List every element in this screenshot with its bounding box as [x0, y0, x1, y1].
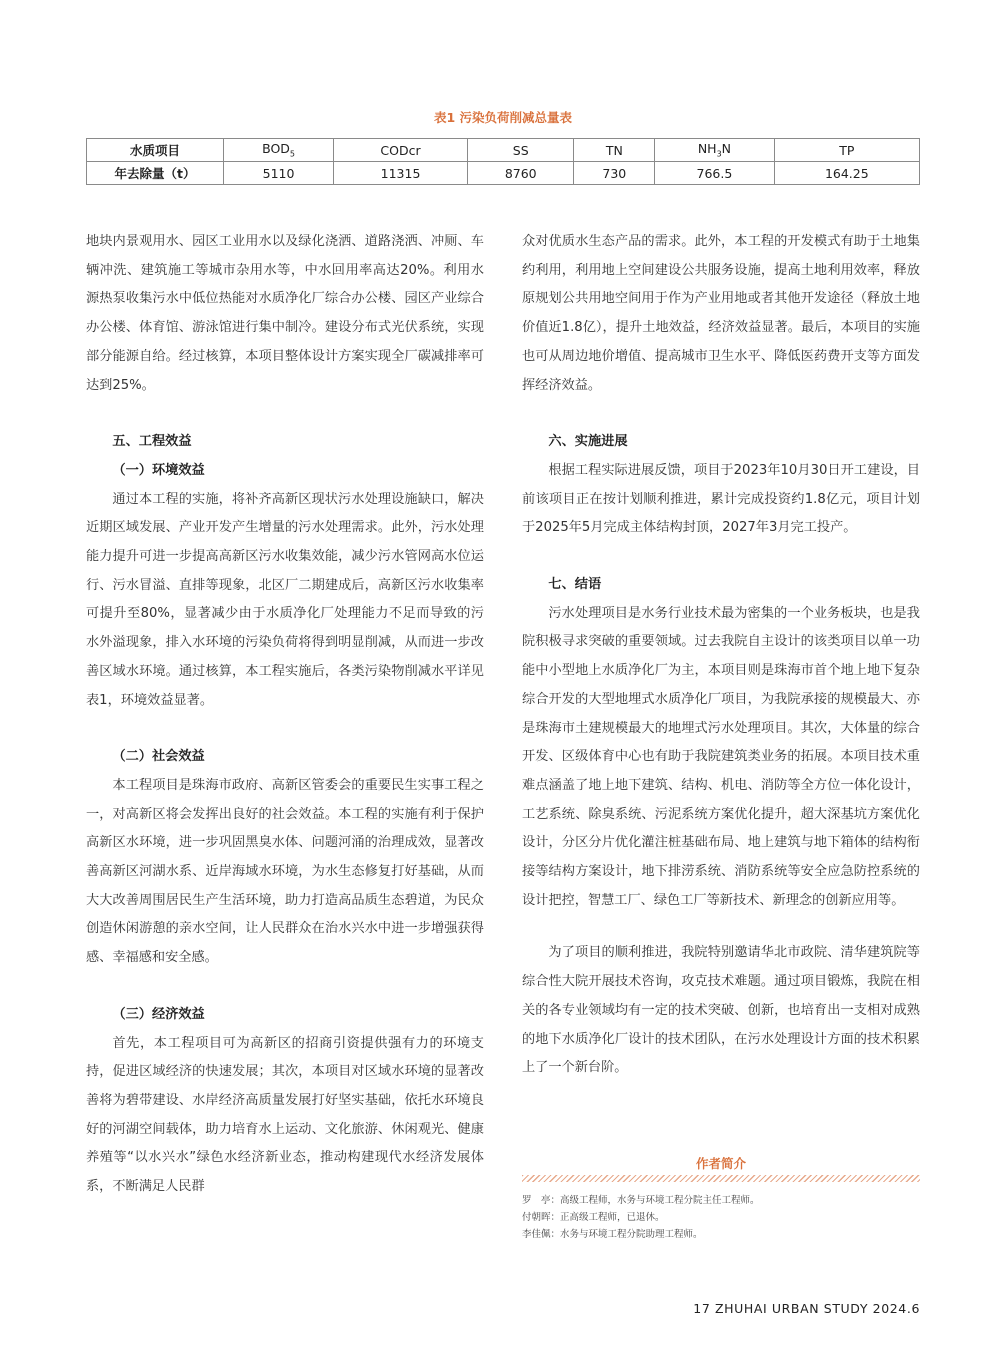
table-caption: 表1 污染负荷削减总量表 — [433, 110, 573, 125]
author-entry: 付朝晖：正高级工程师，已退休。 — [522, 1212, 665, 1223]
table-header-nh3n — [655, 139, 774, 162]
author-section-title: 作者简介 — [695, 1156, 746, 1171]
paragraph-progress: 根据工程实际进展反馈，项目于2023年10月30日开工建设，目前该项目正在按计划顺利推进，累计完成投资约1.8亿元，项目计划于2025年5月完成主体结构封顶，2027年3月完工投产。 — [522, 462, 920, 536]
paragraph-economic-continued: 众对优质水生态产品的需求。此外，本工程的开发模式有助于土地集约利用，利用地上空间建设公共服务设施，提高土地利用效率，释放原规划公共用地空间用于作为产业用地或者其他开发途径（释放土地价值近1.8亿），提升土地效益，经济效益显著。最后，本项目的实施也可从周边地价增值、提高城市卫生水平、降低医药费开支等方面发挥经济效益。 — [522, 234, 920, 393]
paragraph-environment: 通过本工程的实施，将补齐高新区现状污水处理设施缺口，解决近期区域发展、产业开发产生增量的污水处理需求。此外，污水处理能力提升可进一步提高高新区污水收集效能，减少污水管网高水位运行、污水冒溢、直排等现象，北区厂二期建成后，高新区污水收集率可提升至80%，显著减少由于水质净化厂处理能力不足而导致的污水外溢现象，排入水环境的污染负荷将得到明显削减，从而进一步改善区域水环境。通过核算，本工程实施后，各类污染物削减水平详见表1，环境效益显著。 — [86, 491, 484, 708]
subheading-social: （二）社会效益 — [112, 749, 205, 765]
header-suffix: N — [721, 141, 732, 157]
page-footer: 17 ZHUHAI URBAN STUDY 2024.6 — [693, 1301, 920, 1316]
header-text: NH — [697, 141, 717, 157]
table-cell: 11315 — [334, 162, 468, 185]
author-entry: 罗 亭：高级工程师，水务与环境工程分院主任工程师。 — [522, 1195, 760, 1206]
table-header-ss: SS — [467, 139, 574, 162]
table-header-tn: TN — [574, 139, 655, 162]
author-entry: 李佳佩：水务与环境工程分院助理工程师。 — [522, 1229, 703, 1240]
right-column — [522, 228, 920, 1083]
header-text: BOD — [262, 141, 290, 157]
table-header-row — [87, 139, 920, 162]
subscript: 5 — [289, 149, 296, 159]
table-header-cod: CODcr — [334, 139, 468, 162]
paragraph-social: 本工程项目是珠海市政府、高新区管委会的重要民生实事工程之一，对高新区将会发挥出良好的社会效益。本工程的实施有利于保护高新区水环境，进一步巩固黑臭水体、问题河涌的治理成效，显著改善高新区河湖水系、近岸海域水环境，为水生态修复打好基础，从而大大改善周围居民生产生活环境，助力打造高品质生态碧道，为民众创造休闲游憩的亲水空间，让人民群众在治水兴水中进一步增强获得感、幸福感和安全感。 — [86, 777, 484, 966]
table-row-label: 年去除量（t） — [87, 162, 224, 185]
table-cell: 730 — [574, 162, 655, 185]
table-cell: 164.25 — [774, 162, 919, 185]
author-list — [522, 1192, 920, 1243]
paragraph-economic: 首先，本工程项目可为高新区的招商引资提供强有力的环境支持，促进区域经济的快速发展；其次，本项目对区域水环境的显著改善将为碧带建设、水岸经济高质量发展打好坚实基础，依托水环境良好的河湖空间载体，助力培育水上运动、文化旅游、休闲观光、健康养殖等“以水兴水”绿色水经济新业态，推动构建现代水经济发展体系，不断满足人民群 — [86, 1035, 484, 1195]
section-heading-5: 五、工程效益 — [112, 434, 192, 450]
table-cell: 5110 — [224, 162, 334, 185]
paragraph-intro: 地块内景观用水、园区工业用水以及绿化浇洒、道路浇洒、冲厕、车辆冲洗、建筑施工等城市杂用水等，中水回用率高达20%。利用水源热泵收集污水中低位热能对水质净化厂综合办公楼、园区产业综合办公楼、体育馆、游泳馆进行集中制冷。建设分布式光伏系统，实现部分能源自给。经过核算，本项目整体设计方案实现全厂碳减排率可达到25%。 — [86, 234, 484, 393]
pollution-reduction-table — [86, 138, 920, 185]
subscript: 3 — [716, 149, 722, 159]
subheading-economic: （三）经济效益 — [112, 1006, 205, 1022]
section-heading-6: 六、实施进展 — [548, 434, 628, 450]
paragraph-conclusion-2: 为了项目的顺利推进，我院特别邀请华北市政院、清华建筑院等综合性大院开展技术咨询，攻克技术难题。通过项目锻炼，我院在相关的各专业领域均有一定的技术突破、创新，也培育出一支相对成熟的地下水质净化厂设计的技术团队，在污水处理设计方面的技术积累上了一个新台阶。 — [522, 945, 920, 1076]
table-header-label: 水质项目 — [87, 139, 224, 162]
table-header-tp: TP — [774, 139, 919, 162]
subheading-environment: （一）环境效益 — [112, 462, 205, 478]
table-row — [87, 162, 920, 185]
author-divider — [522, 1175, 920, 1182]
table-cell: 8760 — [467, 162, 574, 185]
paragraph-conclusion-1: 污水处理项目是水务行业技术最为密集的一个业务板块，也是我院积极寻求突破的重要领域。过去我院自主设计的该类项目以单一功能中小型地上水质净化厂为主，本项目则是珠海市首个地上地下复杂综合开发的大型地埋式水质净化厂项目，为我院承接的规模最大、亦是珠海市土建规模最大的地埋式污水处理项目。其次，大体量的综合开发、区级体育中心也有助于我院建筑类业务的拓展。本项目技术重难点涵盖了地上地下建筑、结构、机电、消防等全方位一体化设计，工艺系统、除臭系统、污泥系统方案优化提升，超大深基坑方案优化设计，分区分片优化灌注桩基础布局、地上建筑与地下箱体的结构衔接等结构方案设计，地下排涝系统、消防系统等安全应急防控系统的设计把控，智慧工厂、绿色工厂等新技术、新理念的创新应用等。 — [522, 605, 920, 908]
table-header-bod — [224, 139, 334, 162]
section-heading-7: 七、结语 — [548, 577, 602, 593]
left-column — [86, 228, 484, 1202]
table-cell: 766.5 — [655, 162, 774, 185]
